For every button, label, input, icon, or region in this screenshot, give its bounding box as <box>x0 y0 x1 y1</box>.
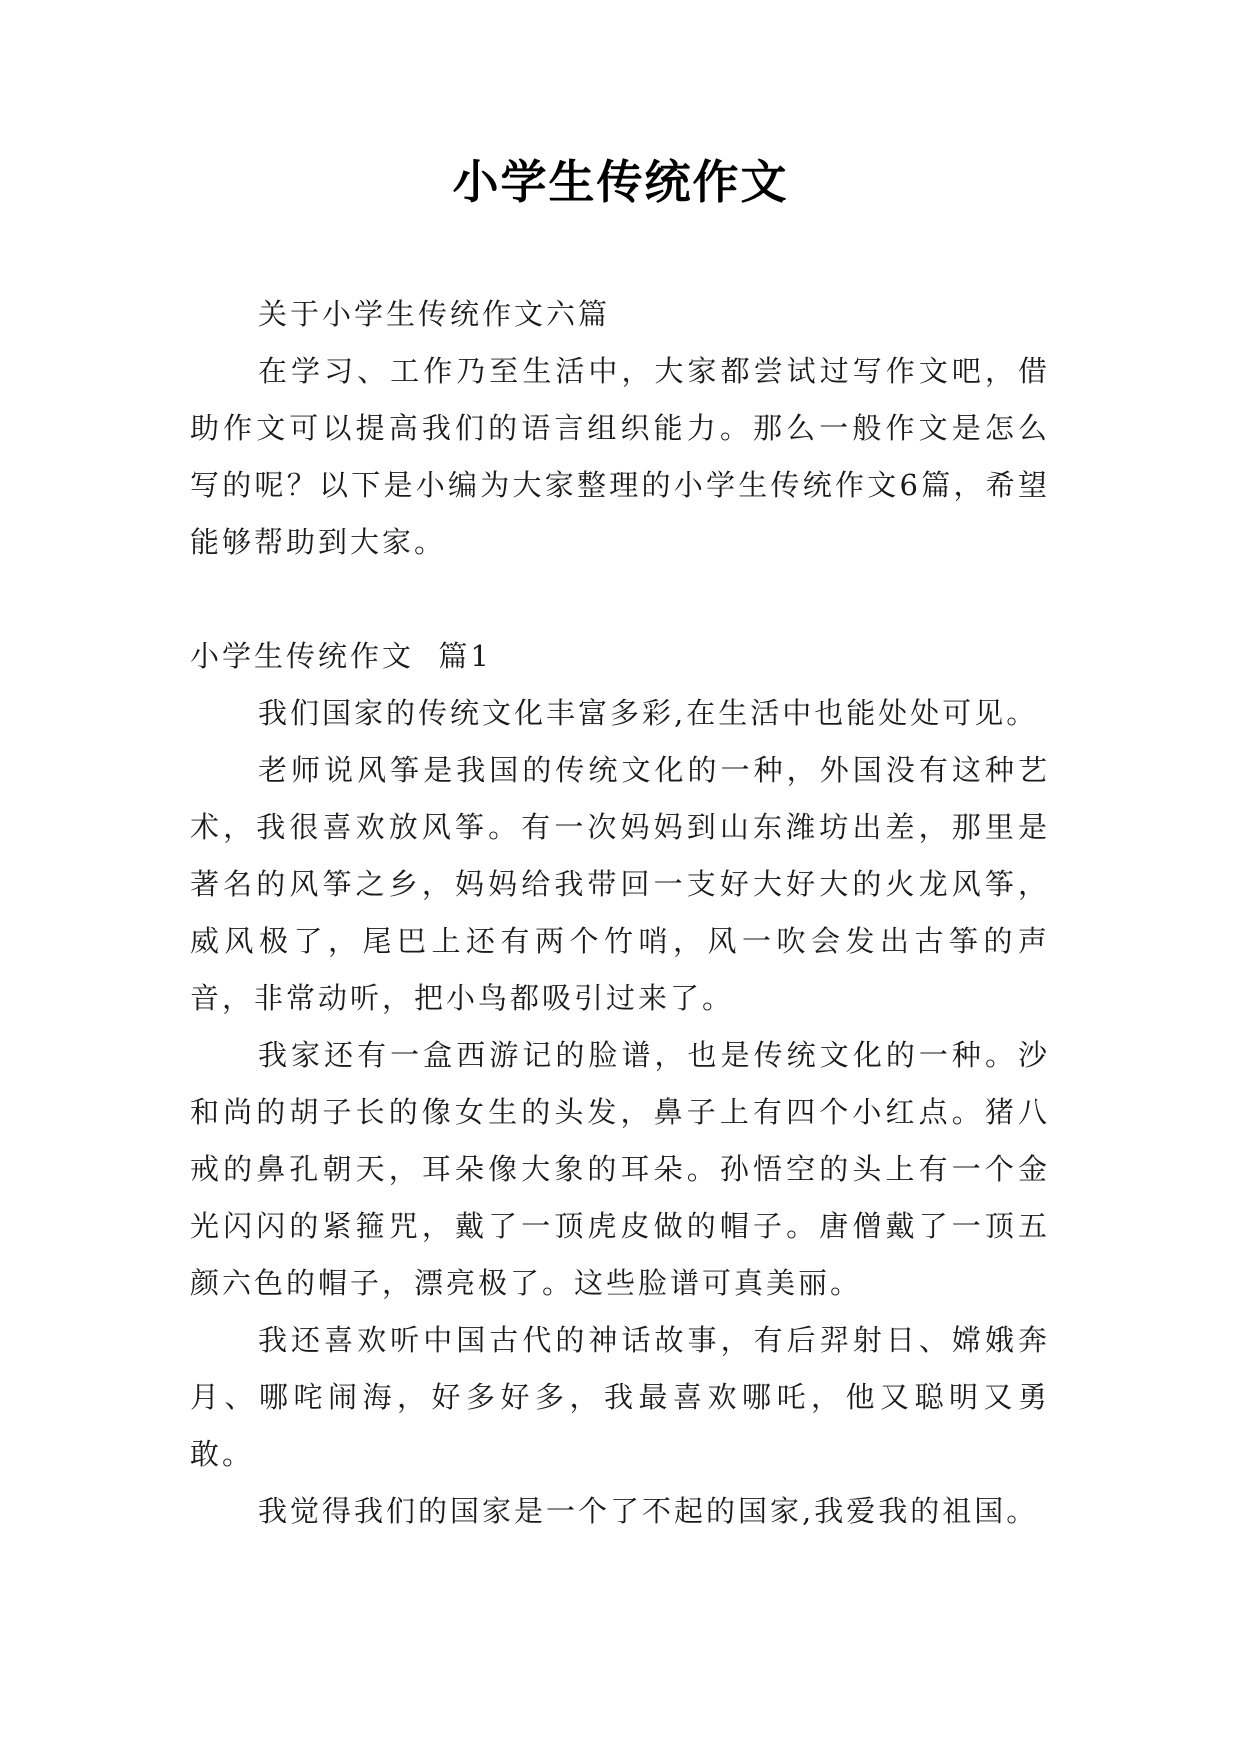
section-spacer <box>190 571 1050 628</box>
body-paragraph: 我们国家的传统文化丰富多彩,在生活中也能处处可见。 <box>258 696 1039 730</box>
body-paragraph: 我家还有一盒西游记的脸谱，也是传统文化的一种。沙和尚的胡子长的像女生的头发，鼻子上有四个小红点。猪八戒的鼻孔朝天，耳朵像大象的耳朵。孙悟空的头上有一个金光闪闪的紧箍咒，戴了一顶虎皮做的帽子。唐僧戴了一顶五颜六色的帽子，漂亮极了。这些脸谱可真美丽。 <box>190 1038 1050 1300</box>
document-body <box>190 286 1050 1540</box>
subtitle: 关于小学生传统作文六篇 <box>258 297 611 331</box>
body-paragraph: 我觉得我们的国家是一个了不起的国家,我爱我的祖国。 <box>258 1494 1039 1528</box>
section-heading: 小学生传统作文 篇1 <box>190 639 492 673</box>
document-title: 小学生传统作文 <box>452 155 789 209</box>
body-paragraph: 我还喜欢听中国古代的神话故事，有后羿射日、嫦娥奔月、哪咤闹海，好多好多，我最喜欢哪吒，他又聪明又勇敢。 <box>190 1323 1050 1471</box>
body-paragraph: 老师说风筝是我国的传统文化的一种，外国没有这种艺术，我很喜欢放风筝。有一次妈妈到山东潍坊出差，那里是著名的风筝之乡，妈妈给我带回一支好大好大的火龙风筝，威风极了，尾巴上还有两个竹哨，风一吹会发出古筝的声音，非常动听，把小鸟都吸引过来了。 <box>190 753 1050 1015</box>
intro-paragraph: 在学习、工作乃至生活中，大家都尝试过写作文吧，借助作文可以提高我们的语言组织能力。那么一般作文是怎么写的呢？以下是小编为大家整理的小学生传统作文6篇，希望能够帮助到大家。 <box>190 354 1050 559</box>
